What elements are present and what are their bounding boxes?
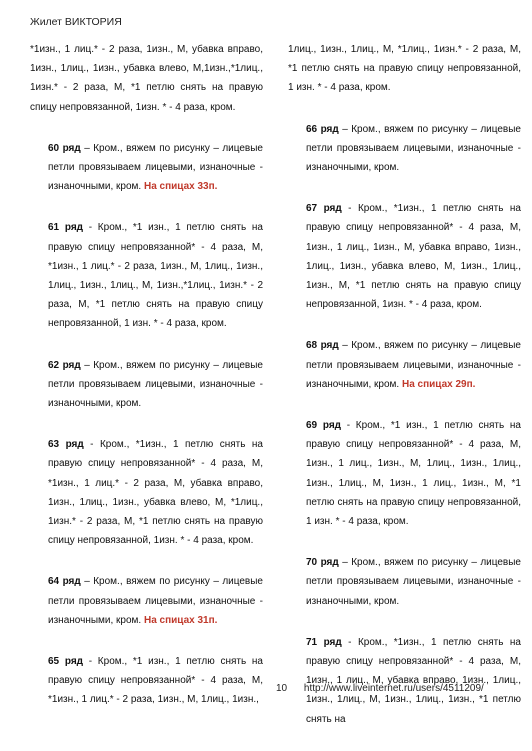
- page-number: 10: [276, 683, 288, 694]
- stitch-count: На спицах 33п.: [144, 181, 218, 193]
- paragraph: [30, 139, 263, 197]
- row-number: 62 ряд: [48, 359, 81, 371]
- instruction-text: - Кром., *1изн., 1 петлю снять на правую спицу непровязанной* - 4 раза, М, 1изн., 1 лиц., 1изн., М, убавка вправо, 1изн., 1лиц., 1изн., убавка влево, М, 1изн., 1лиц., 1изн., М, *1 петлю снять на правую спицу непровязанной, 1изн. * - 4 раза, кром.: [306, 203, 521, 311]
- instruction-text: *1изн., 1 лиц.* - 2 раза, 1изн., М, убавка вправо, 1изн., 1лиц., 1изн., убавка влево, М,1изн.,*1лиц., 1изн.* - 2 раза, М, *1 петлю снять на правую спицу непровязанной, 1изн. * - 4 раза, кром.: [30, 44, 263, 113]
- paragraph: [288, 336, 521, 394]
- instruction-text: – Кром., вяжем по рисунку – лицевые петли провязываем лицевыми, изнаночные - изнаночными, кром.: [306, 340, 521, 390]
- stitch-count: На спицах 31п.: [144, 614, 218, 626]
- instruction-text: – Кром., вяжем по рисунку – лицевые петли провязываем лицевыми, изнаночные - изнаночными, кром.: [48, 142, 263, 193]
- instruction-text: – Кром., вяжем по рисунку – лицевые петли провязываем лицевыми, изнаночные - изнаночными, кром.: [48, 359, 263, 410]
- paragraph: [288, 40, 521, 98]
- paragraph: [30, 435, 263, 550]
- right-column: [288, 40, 521, 751]
- row-number: 66 ряд: [306, 123, 339, 135]
- instruction-text: - Кром., *1изн., 1 петлю снять на правую спицу непровязанной* - 4 раза, М, 1изн., 1 лиц., М, убавка вправо, 1изн., 1лиц., 1изн., 1лиц., М, 1изн., 1лиц., 1изн., *1 петлю снять на: [306, 636, 521, 725]
- instruction-text: 1лиц., 1изн., 1лиц., М, *1лиц., 1изн.* - 2 раза, М, *1 петлю снять на правую спицу непровязанной, 1 изн. * - 4 раза, кром.: [288, 44, 521, 94]
- instruction-text: - Кром., *1 изн., 1 петлю снять на правую спицу непровязанной* - 4 раза, М, *1изн., 1 лиц.* - 2 раза, 1изн., М, 1лиц., 1изн., 1лиц., 1изн., 1лиц., М, 1изн.,*1лиц., 1изн.* - 2 раза, М, *1 петлю снять на правую спицу непровязанной, 1 изн. * - 4 раза, кром.: [48, 222, 263, 330]
- instruction-text: - Кром., *1 изн., 1 петлю снять на правую спицу непровязанной* - 4 раза, М, 1изн., 1 лиц., 1изн., М, 1лиц., 1изн., 1лиц., 1изн., 1лиц., М, 1изн., 1 лиц., 1изн., М, *1 петлю снять на правую спицу непровязанной, 1 изн. * - 4 раза, кром.: [306, 420, 521, 528]
- paragraph: [288, 416, 521, 531]
- instruction-text: – Кром., вяжем по рисунку – лицевые петли провязываем лицевыми, изнаночные - изнаночными, кром.: [48, 576, 263, 626]
- left-column: [30, 40, 263, 732]
- paragraph: [288, 199, 521, 314]
- instruction-text: – Кром., вяжем по рисунку – лицевые петли провязываем лицевыми, изнаночные - изнаночными, кром.: [306, 557, 521, 607]
- paragraph: [288, 633, 521, 729]
- paragraph: [30, 218, 263, 333]
- page-footer: [276, 683, 484, 694]
- row-number: 69 ряд: [306, 420, 342, 432]
- paragraph: [30, 572, 263, 630]
- instruction-text: - Кром., *1 изн., 1 петлю снять на правую спицу непровязанной* - 4 раза, М, *1изн., 1 лиц.* - 2 раза, 1изн., М, 1лиц., 1изн.,: [48, 656, 263, 706]
- row-number: 64 ряд: [48, 576, 81, 588]
- row-number: 68 ряд: [306, 340, 339, 352]
- source-url[interactable]: http://www.liveinternet.ru/users/4511209/: [303, 683, 484, 694]
- document-title: Жилет ВИКТОРИЯ: [30, 16, 122, 28]
- paragraph: [30, 40, 263, 117]
- row-number: 63 ряд: [48, 439, 84, 451]
- row-number: 67 ряд: [306, 203, 342, 215]
- row-number: 71 ряд: [306, 636, 342, 648]
- paragraph: [288, 120, 521, 178]
- row-number: 61 ряд: [48, 222, 84, 234]
- paragraph: [288, 553, 521, 611]
- instruction-text: - Кром., *1изн., 1 петлю снять на правую спицу непровязанной* - 4 раза, М, *1изн., 1 лиц.* - 2 раза, М, убавка вправо, 1изн., 1лиц., 1изн., убавка влево, М, *1лиц., 1изн.* - 2 раза, М, *1 петлю снять на правую спицу непровязанной, 1изн. * - 4 раза, кром.: [48, 439, 263, 547]
- row-number: 65 ряд: [48, 656, 84, 668]
- row-number: 70 ряд: [306, 557, 339, 569]
- paragraph: [30, 356, 263, 414]
- row-number: 60 ряд: [48, 142, 81, 154]
- instruction-text: – Кром., вяжем по рисунку – лицевые петли провязываем лицевыми, изнаночные - изнаночными, кром.: [306, 123, 521, 174]
- stitch-count: На спицах 29п.: [402, 378, 476, 390]
- paragraph: [30, 652, 263, 710]
